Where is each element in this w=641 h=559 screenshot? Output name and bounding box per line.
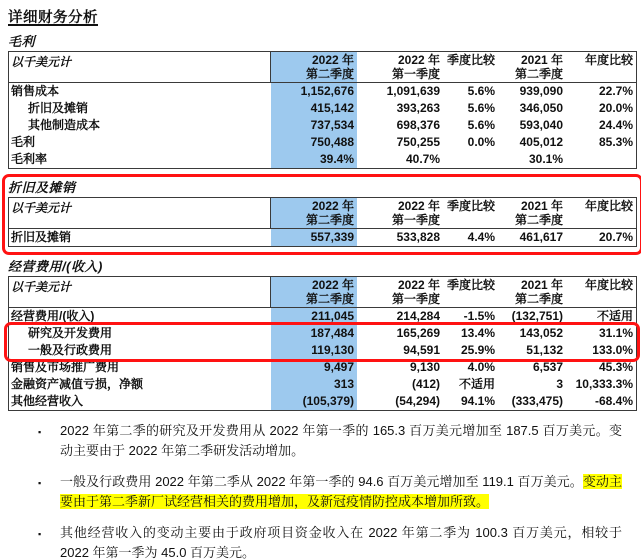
row-value: 119,130 <box>271 342 357 359</box>
column-header <box>443 198 498 228</box>
bullet-text-normal: 其他经营收入的变动主要由于政府项目资金收入在 2022 年第二季为 100.3 百万美元，相较于 2022 年第一季为 45.0 百万美元。 <box>60 525 622 559</box>
column-header-line1: 年度比较 <box>584 278 633 292</box>
column-header <box>271 198 357 228</box>
row-value: (412) <box>411 377 440 391</box>
row-value: 1,091,639 <box>386 84 440 98</box>
column-header-line2: 第二季度 <box>514 67 563 81</box>
column-header <box>357 198 443 228</box>
row-value: 750,255 <box>396 135 440 149</box>
column-header <box>566 277 636 307</box>
row-value: 40.7% <box>405 152 440 166</box>
table-section <box>2 174 641 255</box>
row-value: 39.4% <box>271 151 357 168</box>
row-value <box>566 151 636 168</box>
row-value: -68.4% <box>594 394 633 408</box>
row-value: 不适用 <box>596 309 633 323</box>
bullet-marker-icon: ▪ <box>38 529 42 539</box>
row-value: (105,379) <box>271 393 357 410</box>
column-header <box>566 198 636 228</box>
row-label: 金融资产减值亏损，净额 <box>11 377 144 391</box>
row-value: 593,040 <box>519 118 563 132</box>
row-value: 94,591 <box>403 343 440 357</box>
row-label: 销售成本 <box>11 84 60 98</box>
section-title: 经营费用/(收入) <box>8 259 103 274</box>
column-header <box>357 52 443 82</box>
row-value: 405,012 <box>519 135 563 149</box>
row-value: 31.1% <box>598 326 633 340</box>
column-header <box>443 52 498 82</box>
table-section <box>8 259 637 411</box>
table-row <box>9 308 636 325</box>
column-header-line2: 第二季度 <box>514 292 563 306</box>
row-value: 25.9% <box>460 343 495 357</box>
row-value: 1,152,676 <box>271 83 357 100</box>
row-value: 133.0% <box>592 343 633 357</box>
row-value: 533,828 <box>396 230 440 244</box>
row-value: (54,294) <box>395 394 440 408</box>
row-value: 9,497 <box>271 359 357 376</box>
column-header-line1: 2021 年 <box>520 199 563 213</box>
row-value: 85.3% <box>598 135 633 149</box>
row-label: 一般及行政费用 <box>28 343 113 357</box>
bullet-item <box>8 421 622 461</box>
row-value: 30.1% <box>528 152 563 166</box>
row-value: 45.3% <box>598 360 633 374</box>
row-value: 698,376 <box>396 118 440 132</box>
row-label: 毛利 <box>11 135 36 149</box>
bullet-text-normal: 2022 年第二季的研究及开发费用从 2022 年第一季的 165.3 百万美元增加至 187.5 百万美元。变动主要由于 2022 年第二季研发活动增加。 <box>60 423 622 458</box>
table-body <box>9 308 636 410</box>
row-value: 51,132 <box>526 343 563 357</box>
row-value: 750,488 <box>271 134 357 151</box>
column-header-line1: 年度比较 <box>584 199 633 213</box>
row-value: 6,537 <box>532 360 563 374</box>
bullet-text-highlighted: 变动主要由于第二季新厂试经营相关的费用增加，及新冠疫情防控成本增加所致。 <box>60 474 622 509</box>
row-label: 研究及开发费用 <box>28 326 113 340</box>
row-value: (333,475) <box>511 394 563 408</box>
table-body <box>9 83 636 168</box>
column-header-line1: 季度比较 <box>446 199 495 213</box>
column-header <box>498 198 566 228</box>
row-value: 5.6% <box>467 84 495 98</box>
bullet-text-normal: 一般及行政费用 2022 年第二季从 2022 年第一季的 94.6 百万美元增加至 119.1 百万美元。 <box>60 474 583 489</box>
table-row <box>9 229 636 246</box>
column-header-line2: 第二季度 <box>305 292 354 306</box>
column-header <box>271 277 357 307</box>
column-header <box>498 52 566 82</box>
row-label: 折旧及摊销 <box>28 101 89 115</box>
row-value: (132,751) <box>511 309 563 323</box>
column-header <box>498 277 566 307</box>
row-value: 0.0% <box>467 135 495 149</box>
bullet-item <box>8 523 622 559</box>
row-value: 24.4% <box>598 118 633 132</box>
column-header-line1: 2021 年 <box>520 53 563 67</box>
bullet-text <box>60 525 622 559</box>
row-label: 折旧及摊销 <box>11 230 72 244</box>
row-value: 737,534 <box>271 117 357 134</box>
column-header-line2: 第二季度 <box>514 213 563 227</box>
financial-table <box>8 51 637 169</box>
row-label: 其他制造成本 <box>28 118 101 132</box>
column-header <box>271 52 357 82</box>
bullet-item <box>8 472 622 512</box>
section-title: 折旧及摊销 <box>8 180 76 195</box>
row-value: 22.7% <box>598 84 633 98</box>
row-label: 销售及市场推广费用 <box>11 360 120 374</box>
column-header-line1: 2022 年 <box>311 53 354 67</box>
bullet-marker-icon: ▪ <box>38 478 42 488</box>
row-value: 9,130 <box>409 360 440 374</box>
column-header-line1: 年度比较 <box>584 53 633 67</box>
column-header-line1: 2022 年 <box>311 199 354 213</box>
table-row <box>9 359 636 376</box>
row-value: 939,090 <box>519 84 563 98</box>
row-value: 143,052 <box>519 326 563 340</box>
row-label: 经营费用/(收入) <box>11 309 95 323</box>
row-value: 214,284 <box>396 309 440 323</box>
row-value: 313 <box>271 376 357 393</box>
row-value: 393,263 <box>396 101 440 115</box>
table-header-row <box>9 52 636 83</box>
row-value: 3 <box>556 377 563 391</box>
row-value: 461,617 <box>519 230 563 244</box>
column-header-line1: 2022 年 <box>397 53 440 67</box>
financial-table <box>8 276 637 411</box>
column-header-line1: 2022 年 <box>397 278 440 292</box>
column-header-line1: 季度比较 <box>446 278 495 292</box>
row-value: 346,050 <box>519 101 563 115</box>
column-header-line2: 第一季度 <box>391 213 440 227</box>
unit-label: 以千美元计 <box>9 277 271 307</box>
table-header-row <box>9 277 636 308</box>
column-header-line2: 第二季度 <box>305 213 354 227</box>
row-value: 165,269 <box>396 326 440 340</box>
column-header-line1: 2022 年 <box>311 278 354 292</box>
row-value: 13.4% <box>460 326 495 340</box>
table-row <box>9 117 636 134</box>
table-row <box>9 376 636 393</box>
row-value: 20.7% <box>598 230 633 244</box>
row-value: 4.0% <box>467 360 495 374</box>
table-body <box>9 229 636 246</box>
unit-label: 以千美元计 <box>9 52 271 82</box>
column-header <box>443 277 498 307</box>
row-value: 不适用 <box>458 377 495 391</box>
row-label: 毛利率 <box>11 152 48 166</box>
bullet-marker-icon: ▪ <box>38 427 42 437</box>
column-header-line2: 第一季度 <box>391 292 440 306</box>
page-title: 详细财务分析 <box>8 10 98 26</box>
table-row <box>9 342 636 359</box>
bullet-text <box>60 423 622 458</box>
row-value: 187,484 <box>271 325 357 342</box>
column-header-line2: 第二季度 <box>305 67 354 81</box>
table-row <box>9 151 636 168</box>
column-header-line2: 第一季度 <box>391 67 440 81</box>
table-row <box>9 393 636 410</box>
row-value: 5.6% <box>467 118 495 132</box>
row-value: 20.0% <box>598 101 633 115</box>
row-value: 4.4% <box>467 230 495 244</box>
table-row <box>9 325 636 342</box>
row-value: 94.1% <box>460 394 495 408</box>
unit-label: 以千美元计 <box>9 198 271 228</box>
row-value: 5.6% <box>467 101 495 115</box>
column-header <box>357 277 443 307</box>
financial-table <box>8 197 637 247</box>
column-header-line1: 2022 年 <box>397 199 440 213</box>
table-row <box>9 83 636 100</box>
row-value: -1.5% <box>463 309 495 323</box>
bullet-text <box>60 474 622 509</box>
bullet-list <box>8 421 637 559</box>
row-value: 211,045 <box>271 308 357 325</box>
column-header-line1: 季度比较 <box>446 53 495 67</box>
table-section <box>8 34 637 169</box>
row-value: 415,142 <box>271 100 357 117</box>
section-title: 毛利 <box>8 34 36 49</box>
row-value <box>443 151 498 168</box>
tables-container <box>8 34 637 411</box>
table-row <box>9 100 636 117</box>
table-row <box>9 134 636 151</box>
row-label: 其他经营收入 <box>11 394 84 408</box>
table-header-row <box>9 198 636 229</box>
row-value: 557,339 <box>271 229 357 246</box>
row-value: 10,333.3% <box>575 377 633 391</box>
column-header-line1: 2021 年 <box>520 278 563 292</box>
column-header <box>566 52 636 82</box>
